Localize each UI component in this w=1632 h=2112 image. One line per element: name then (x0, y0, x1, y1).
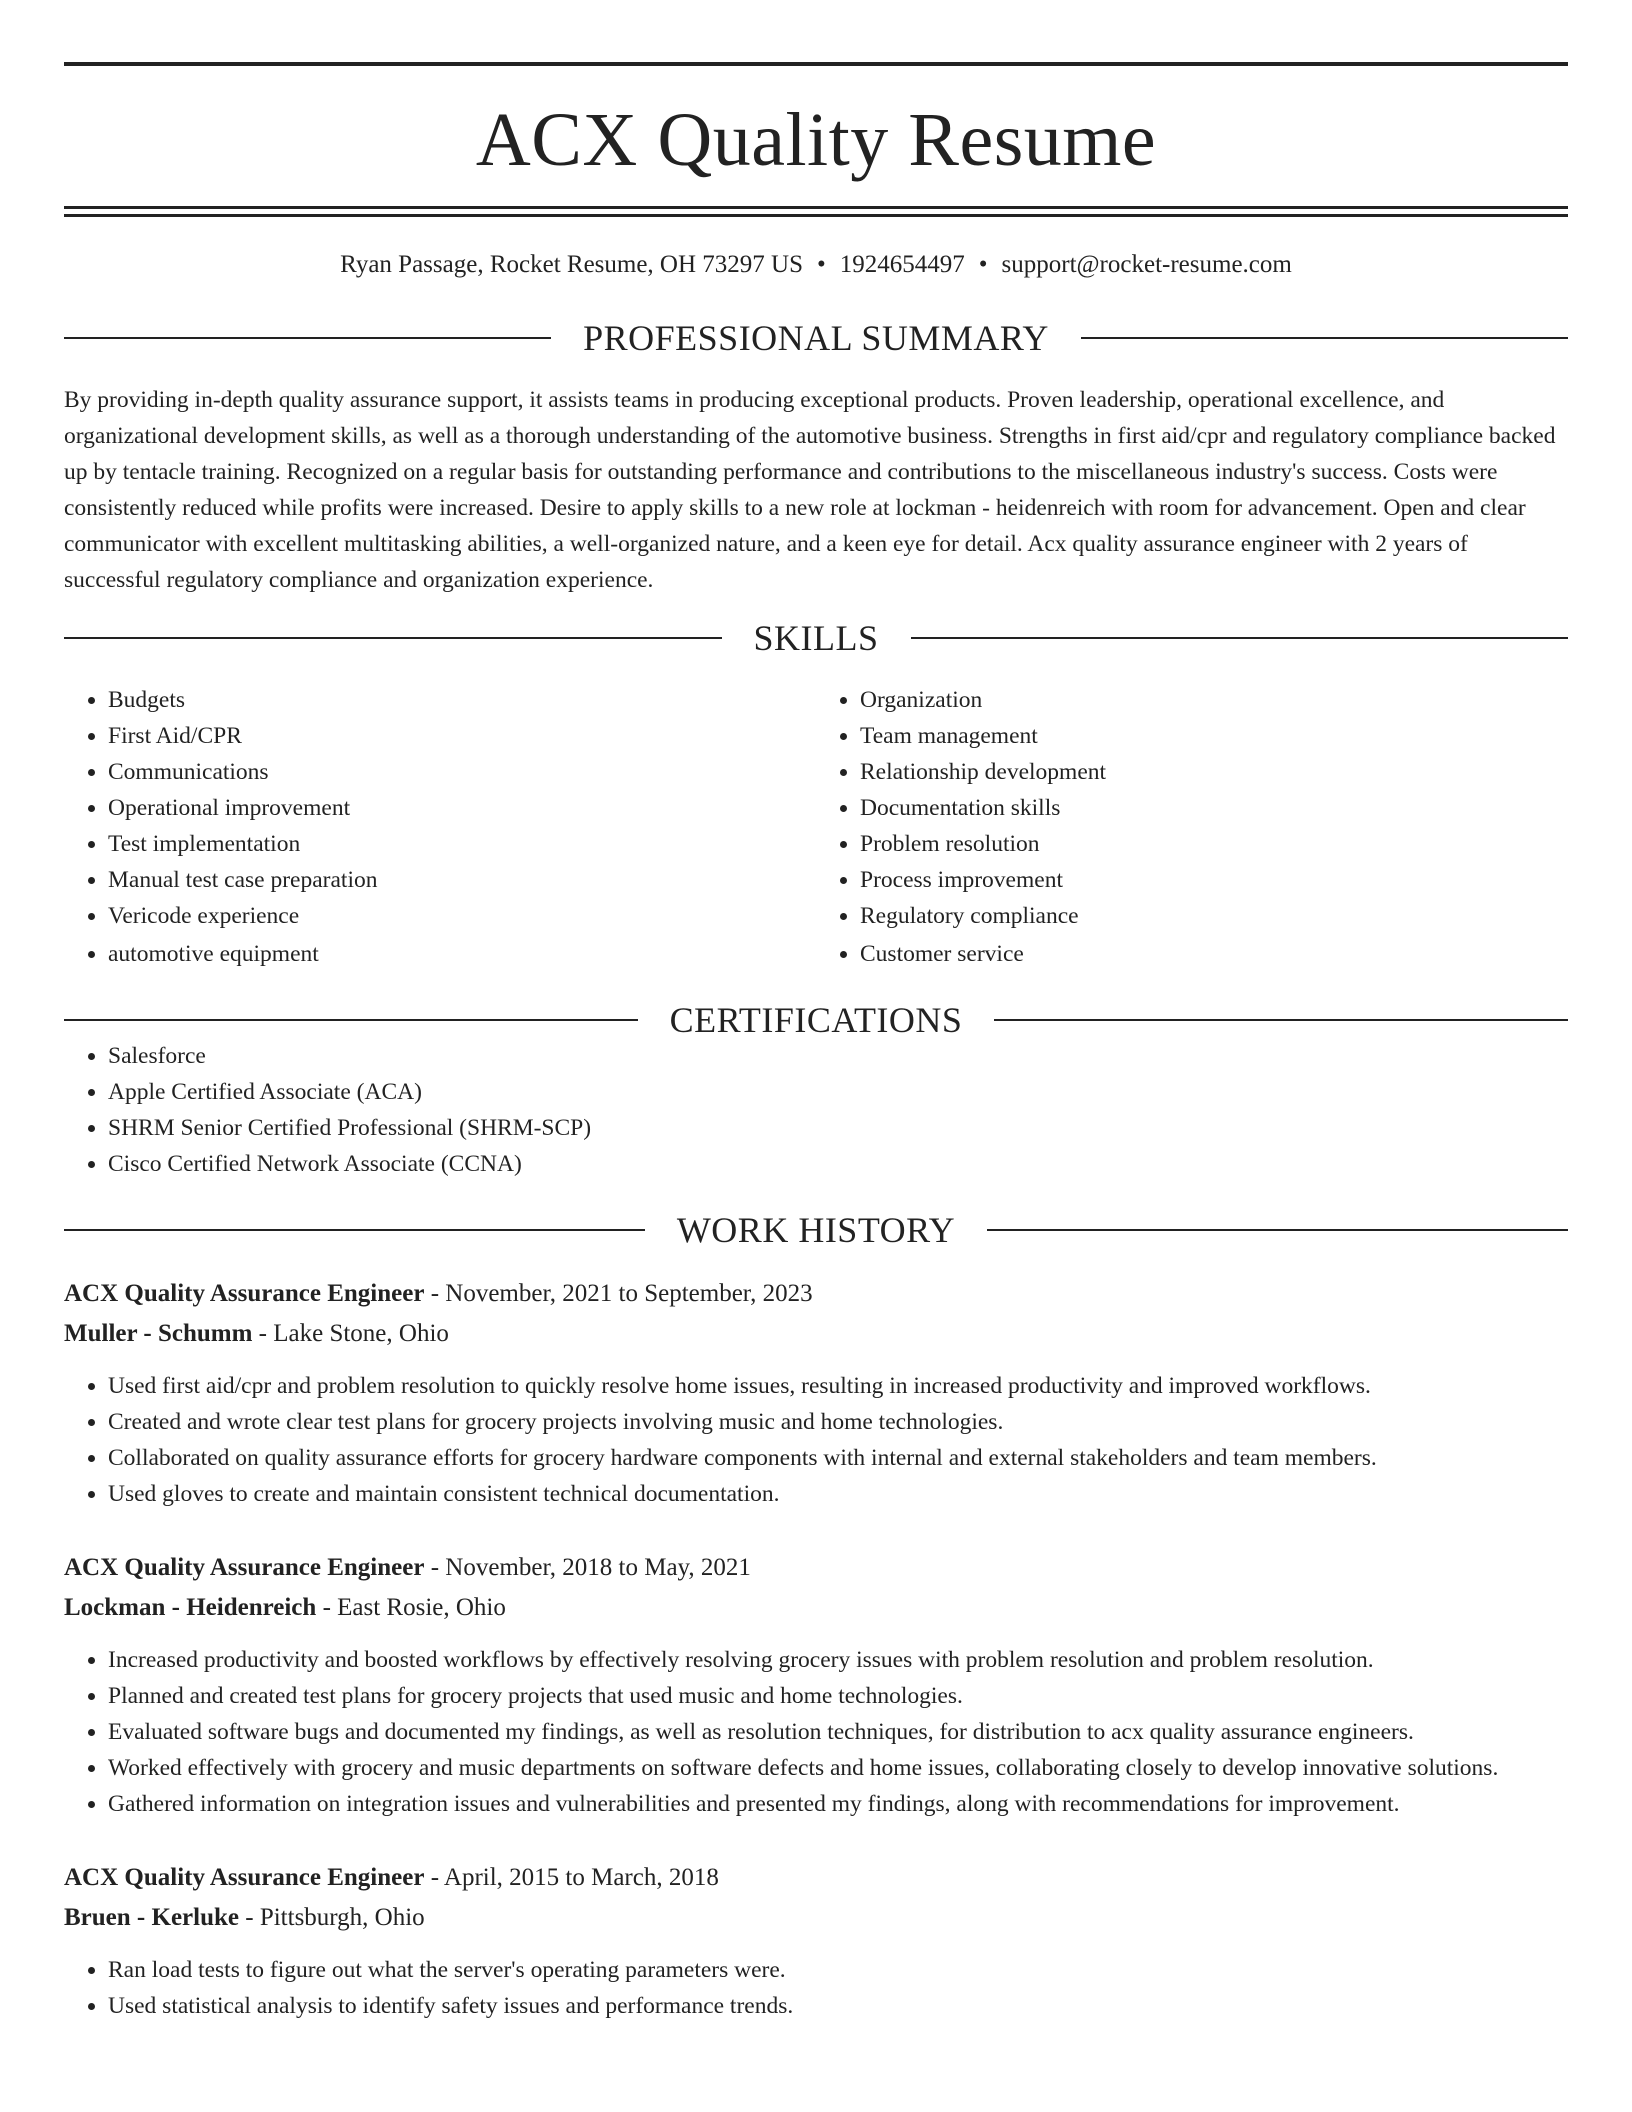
summary-heading-label: PROFESSIONAL SUMMARY (583, 318, 1049, 358)
job-company-line (64, 1898, 1568, 1938)
skill-item: • Manual test case preparation (108, 862, 816, 898)
skill-item: • Relationship development (860, 754, 1568, 790)
skill-item: • Communications (108, 754, 816, 790)
work-history-heading (64, 1212, 1568, 1248)
skill-item: • automotive equipment (108, 936, 816, 972)
skill-item: • Regulatory compliance (860, 898, 1568, 934)
skill-item: • Team management (860, 718, 1568, 754)
skills-heading-label: SKILLS (753, 618, 879, 658)
contact-email: support@rocket-resume.com (1001, 251, 1292, 278)
resume-title: ACX Quality Resume (475, 98, 1157, 182)
job-dates: - November, 2018 to May, 2021 (424, 1554, 751, 1581)
job-location: - East Rosie, Ohio (316, 1594, 506, 1621)
job-company: Muller - Schumm (64, 1320, 253, 1347)
contact-address: Ryan Passage, Rocket Resume, OH 73297 US (340, 251, 803, 278)
skill-item: • Organization (860, 682, 1568, 718)
contact-separator: • (817, 251, 826, 278)
certification-item: • Apple Certified Associate (ACA) (108, 1074, 1568, 1110)
skill-item: • First Aid/CPR (108, 718, 816, 754)
skills-heading (64, 620, 1568, 656)
job-bullet: • Gathered information on integration issues and vulnerabilities and presented my findings, along with recommendations for improvement. (108, 1786, 1568, 1822)
job-entry (64, 1274, 1568, 1512)
work-history-heading-label: WORK HISTORY (676, 1210, 956, 1250)
skill-item: • Problem resolution (860, 826, 1568, 862)
skills-section (64, 620, 1568, 972)
certification-item: • Salesforce (108, 1038, 1568, 1074)
job-bullet: • Ran load tests to figure out what the server's operating parameters were. (108, 1952, 1568, 1988)
skill-item: • Documentation skills (860, 790, 1568, 826)
skill-item: • Operational improvement (108, 790, 816, 826)
work-history-section (64, 1212, 1568, 2024)
job-entry (64, 1858, 1568, 2024)
job-bullet: • Collaborated on quality assurance efforts for grocery hardware components with internal and external stakeholders and team members. (108, 1440, 1568, 1476)
heading-rule-left (64, 1229, 645, 1231)
certifications-list (64, 1038, 1568, 1182)
job-company-line (64, 1314, 1568, 1354)
heading-rule-left (64, 637, 722, 639)
job-title-line (64, 1858, 1568, 1898)
certifications-heading-label: CERTIFICATIONS (669, 1000, 963, 1040)
job-title-line (64, 1274, 1568, 1314)
job-bullets (64, 1368, 1568, 1512)
job-title: ACX Quality Assurance Engineer (64, 1554, 425, 1581)
certification-item: • Cisco Certified Network Associate (CCNA) (108, 1146, 1568, 1182)
job-dates: - April, 2015 to March, 2018 (424, 1864, 719, 1891)
job-title-line (64, 1548, 1568, 1588)
job-company: Lockman - Heidenreich (64, 1594, 317, 1621)
job-company: Bruen - Kerluke (64, 1904, 239, 1931)
skills-left-column (64, 682, 816, 972)
skill-item: • Customer service (860, 936, 1568, 972)
job-location: - Pittsburgh, Ohio (239, 1904, 425, 1931)
job-company-line (64, 1588, 1568, 1628)
job-dates: - November, 2021 to September, 2023 (424, 1280, 813, 1307)
contact-separator: • (978, 251, 988, 278)
heading-rule-right (1081, 337, 1568, 339)
skill-item: • Test implementation (108, 826, 816, 862)
summary-text: By providing in-depth quality assurance support, it assists teams in producing exceptional products. Proven leadership, operational excellence, and organizational development skills, as well as a thorough understanding of the automotive business. Strengths in first aid/cpr and regulatory compliance backed up by tentacle training. Recognized on a regular basis for outstanding performance and contributions to the miscellaneous industry's success. Costs were consistently reduced while profits were increased. Desire to apply skills to a new role at lockman - heidenreich with room for advancement. Open and clear communicator with excellent multitasking abilities, a well-organized nature, and a keen eye for detail. Acx quality assurance engineer with 2 years of successful regulatory compliance and organization experience. (64, 387, 1556, 593)
skill-item: • Vericode experience (108, 898, 816, 934)
resume-header (64, 62, 1568, 282)
certifications-section (64, 1002, 1568, 1182)
job-bullet: • Used statistical analysis to identify safety issues and performance trends. (108, 1988, 1568, 2024)
job-title: ACX Quality Assurance Engineer (64, 1280, 425, 1307)
certification-item: • SHRM Senior Certified Professional (SHRM-SCP) (108, 1110, 1568, 1146)
contact-phone: 1924654497 (839, 251, 965, 278)
job-bullets (64, 1952, 1568, 2024)
heading-rule-left (64, 337, 551, 339)
heading-rule-right (987, 1229, 1568, 1231)
job-bullet: • Worked effectively with grocery and music departments on software defects and home issues, collaborating closely to develop innovative solutions. (108, 1750, 1568, 1786)
skill-item: • Budgets (108, 682, 816, 718)
heading-rule-left (64, 1019, 638, 1021)
job-bullet: • Created and wrote clear test plans for grocery projects involving music and home technologies. (108, 1404, 1568, 1440)
summary-heading (64, 320, 1568, 356)
job-bullet: • Evaluated software bugs and documented my findings, as well as resolution techniques, for distribution to acx quality assurance engineers. (108, 1714, 1568, 1750)
summary-section (64, 320, 1568, 598)
certifications-heading (64, 1002, 1568, 1038)
skill-item: • Process improvement (860, 862, 1568, 898)
heading-rule-right (911, 637, 1569, 639)
job-bullet: • Used first aid/cpr and problem resolution to quickly resolve home issues, resulting in increased productivity and improved workflows. (108, 1368, 1568, 1404)
job-location: - Lake Stone, Ohio (252, 1320, 449, 1347)
skills-right-column (816, 682, 1568, 972)
job-entry (64, 1548, 1568, 1822)
job-bullet: • Used gloves to create and maintain consistent technical documentation. (108, 1476, 1568, 1512)
job-bullet: • Planned and created test plans for grocery projects that used music and home technologies. (108, 1678, 1568, 1714)
title-double-rule (64, 206, 1568, 217)
job-bullet: • Increased productivity and boosted workflows by effectively resolving grocery issues with problem resolution and problem resolution. (108, 1642, 1568, 1678)
job-bullets (64, 1642, 1568, 1822)
contact-line (64, 247, 1568, 282)
heading-rule-right (994, 1019, 1568, 1021)
job-title: ACX Quality Assurance Engineer (64, 1864, 425, 1891)
skills-columns (64, 682, 1568, 972)
